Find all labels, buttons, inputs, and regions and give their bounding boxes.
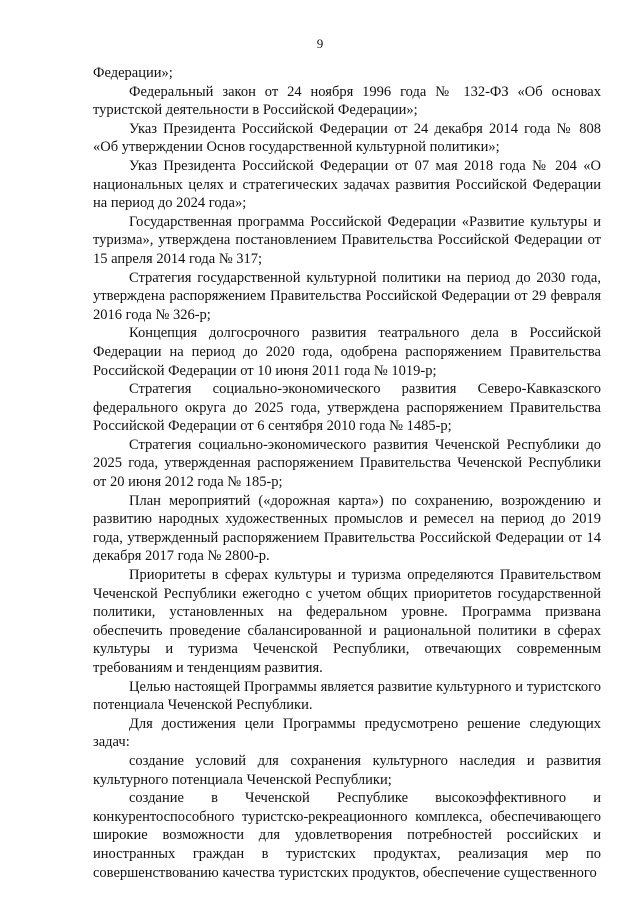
paragraph-6: Стратегия государственной культурной политики на период до 2030 года, утверждена распоряжением Правительства Российской Федерации от 29 февраля 2016 года № 326-р; — [93, 269, 601, 323]
paragraph-5: Государственная программа Российской Федерации «Развитие культуры и туризма», утверждена постановлением Правительства Российской Федерации от 15 апреля 2014 года № 317; — [93, 213, 601, 267]
paragraph-9: Стратегия социально-экономического развития Чеченской Республики до 2025 года, утвержденная распоряжением Правительства Чеченской Республики от 20 июня 2012 года № 185-р; — [93, 436, 601, 491]
paragraph-7: Концепция долгосрочного развития театрального дела в Российской Федерации на период до 2020 года, одобрена распоряжением Правительства Российской Федерации от 10 июня 2011 года № 1019-р; — [93, 325, 601, 379]
document-body — [93, 64, 601, 882]
paragraph-14: создание условий для сохранения культурного наследия и развития культурного потенциала Чеченской Республики; — [93, 752, 601, 788]
paragraph-10: План мероприятий («дорожная карта») по сохранению, возрождению и развитию народных художественных промыслов и ремесел на период до 2019 года, утвержденный распоряжением Правительства Российской Федерации от 14 декабря 2017 года № 2800-р. — [93, 492, 601, 565]
paragraph-11: Приоритеты в сферах культуры и туризма определяются Правительством Чеченской Республики ежегодно с учетом общих приоритетов государственной политики, установленных на федеральном уровне. Программа призвана обеспечить проведение сбалансированной и рациональной политики в сферах культуры и туризма Чеченской Республики, отвечающих современным требованиям и тенденциям развития. — [93, 567, 601, 676]
paragraph-8: Стратегия социально-экономического развития Северо-Кавказского федерального округа до 2025 года, утверждена распоряжением Правительства Российской Федерации от 6 сентября 2010 года № 1485-р; — [93, 381, 601, 435]
page-number: 9 — [316, 36, 324, 51]
paragraph-2: Федеральный закон от 24 ноября 1996 года № 132-ФЗ «Об основах туристской деятельности в Российской Федерации»; — [93, 83, 601, 119]
paragraph-1: Федерации»; — [93, 65, 173, 81]
paragraph-13: Для достижения цели Программы предусмотрено решение следующих задач: — [93, 715, 601, 751]
paragraph-15: создание в Чеченской Республике высокоэффективного и конкурентоспособного туристско-рекреационного комплекса, обеспечивающего широкие возможности для удовлетворения потребностей российских и иностранных граждан в туристских продуктах, реализация мер по совершенствованию качества туристских продуктов, обеспечение существенного — [93, 790, 601, 881]
paragraph-3: Указ Президента Российской Федерации от 24 декабря 2014 года № 808 «Об утверждении Основ государственной культурной политики»; — [93, 120, 601, 156]
paragraph-12: Целью настоящей Программы является развитие культурного и туристского потенциала Чеченской Республики. — [93, 678, 601, 714]
paragraph-4: Указ Президента Российской Федерации от 07 мая 2018 года № 204 «О национальных целях и стратегических задачах развития Российской Федерации на период до 2024 года»; — [93, 157, 601, 212]
